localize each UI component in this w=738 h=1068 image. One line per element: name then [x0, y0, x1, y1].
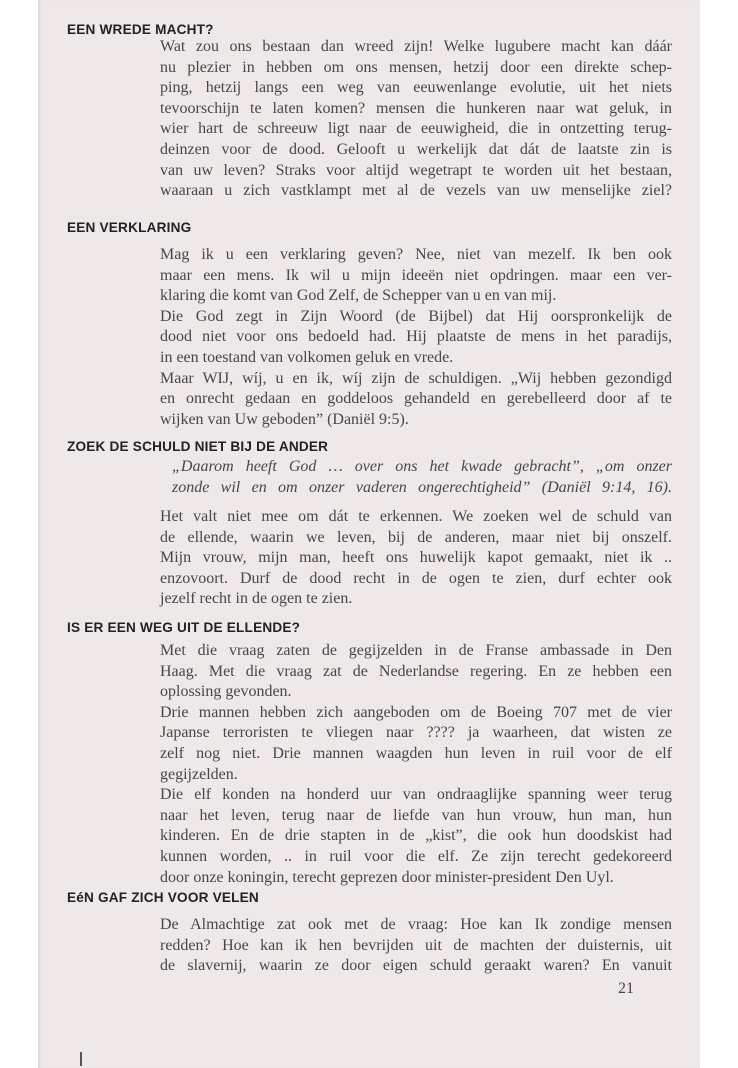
- body-text: [160, 37, 672, 202]
- text-line: deinzen voor de dood. Gelooft u werkelijk dat dát de laatste zin is: [160, 140, 672, 158]
- text-line: De Almachtige zat ook met de vraag: Hoe kan Ik zondige mensen: [160, 916, 672, 933]
- text-line: kinderen. En de drie stapten in de „kist”, die ook hun doodskist had: [160, 827, 672, 845]
- body-text: [160, 507, 672, 610]
- text-line: kunnen worden, .. in ruil voor die elf. Ze zijn terecht gedekoreerd: [160, 847, 672, 865]
- text-line: Die elf konden na honderd uur van ondraaglijke spanning weer terug: [160, 786, 672, 804]
- text-line: naar het leven, terug naar de liefde van hun vrouw, hun man, hun: [160, 806, 672, 824]
- text-line: en onrecht gedaan en goddeloos gehandeld en gerebelleerd door af te: [160, 390, 672, 408]
- section-heading: EéN GAF ZICH VOOR VELEN: [67, 890, 259, 905]
- text-line: van uw leven? Straks voor altijd wegetrapt te worden uit het bestaan,: [160, 161, 672, 179]
- section-heading: EEN VERKLARING: [67, 220, 192, 235]
- section-heading: ZOEK DE SCHULD NIET BIJ DE ANDER: [67, 439, 329, 454]
- body-text: [160, 641, 672, 888]
- text-line: Drie mannen hebben zich aangeboden om de Boeing 707 met de vier: [160, 703, 672, 721]
- text-line: Maar WIJ, wíj, u en ik, wíj zijn de schuldigen. „Wij hebben gezondigd: [160, 369, 672, 387]
- binding-mark: [80, 1052, 82, 1066]
- text-line: jezelf recht in de ogen te zien.: [160, 590, 353, 608]
- text-line: waaraan u zich vastklampt met al de vezels van uw menselijke ziel?: [160, 182, 672, 200]
- text-line: Haag. Met die vraag zat de Nederlandse regering. En ze hebben een: [160, 662, 672, 680]
- section-heading: EEN WREDE MACHT?: [67, 22, 214, 37]
- text-line: nu plezier in hebben om ons mensen, hetzij door een direkte schep-: [160, 58, 672, 76]
- body-text: [160, 245, 672, 430]
- text-line: wier hart de schreeuw ligt naar de eeuwigheid, die in ontzetting terug-: [160, 120, 672, 138]
- text-line: Japanse terroristen te vliegen naar ???? ja waarheen, dat wisten ze: [160, 724, 672, 742]
- text-line: tevoorschijn te laten komen? mensen die hunkeren naar wat geluk, in: [160, 99, 672, 117]
- scripture-quote: [160, 457, 672, 498]
- text-line: oplossing gevonden.: [160, 683, 292, 701]
- text-line: Wat zou ons bestaan dan wreed zijn! Welke lugubere macht kan dáár: [160, 38, 672, 55]
- page-number: 21: [618, 980, 634, 997]
- text-line: zonde wil en om onzer vaderen ongerechtigheid” (Daniël 9:14, 16).: [172, 478, 672, 496]
- text-line: ping, hetzij langs een weg van eeuwenlange evolutie, uit het niets: [160, 79, 672, 97]
- text-line: Mijn vrouw, mijn man, heeft ons huwelijk kapot gemaakt, niet ik ..: [160, 549, 672, 567]
- text-line: dood niet voor ons bedoeld had. Hij plaatste de mens in het paradijs,: [160, 328, 672, 346]
- text-line: gegijzelden.: [160, 765, 238, 783]
- body-text: [160, 915, 672, 977]
- text-line: Die God zegt in Zijn Woord (de Bijbel) dat Hij oorspronkelijk de: [160, 307, 672, 325]
- text-line: redden? Hoe kan ik hen bevrijden uit de machten der duisternis, uit: [160, 936, 672, 954]
- section-heading: IS ER EEN WEG UIT DE ELLENDE?: [67, 620, 301, 635]
- text-line: de ellende, waarin we leven, bij de anderen, maar niet bij onszelf.: [160, 528, 672, 546]
- text-line: de slavernij, waarin ze door eigen schuld geraakt waren? En vanuit: [160, 957, 672, 975]
- text-line: door onze koningin, terecht geprezen door minister-president Den Uyl.: [160, 868, 614, 886]
- text-line: Mag ik u een verklaring geven? Nee, niet van mezelf. Ik ben ook: [160, 246, 672, 263]
- text-line: wijken van Uw geboden” (Daniël 9:5).: [160, 410, 409, 428]
- book-page: [38, 0, 700, 1068]
- text-line: Het valt niet mee om dát te erkennen. We zoeken wel de schuld van: [160, 508, 672, 525]
- text-line: in een toestand van volkomen geluk en vrede.: [160, 348, 454, 366]
- text-line: maar een mens. Ik wil u mijn ideeën niet opdringen. maar een ver-: [160, 266, 672, 284]
- text-line: klaring die komt van God Zelf, de Schepper van u en van mij.: [160, 287, 557, 305]
- text-line: „Daarom heeft God … over ons het kwade gebracht”, „om onzer: [172, 458, 672, 475]
- text-line: zelf nog niet. Drie mannen waagden hun leven in ruil voor de elf: [160, 744, 672, 762]
- text-line: Met die vraag zaten de gegijzelden in de Franse ambassade in Den: [160, 642, 672, 659]
- text-line: enzovoort. Durf de dood recht in de ogen te zien, durf echter ook: [160, 569, 672, 587]
